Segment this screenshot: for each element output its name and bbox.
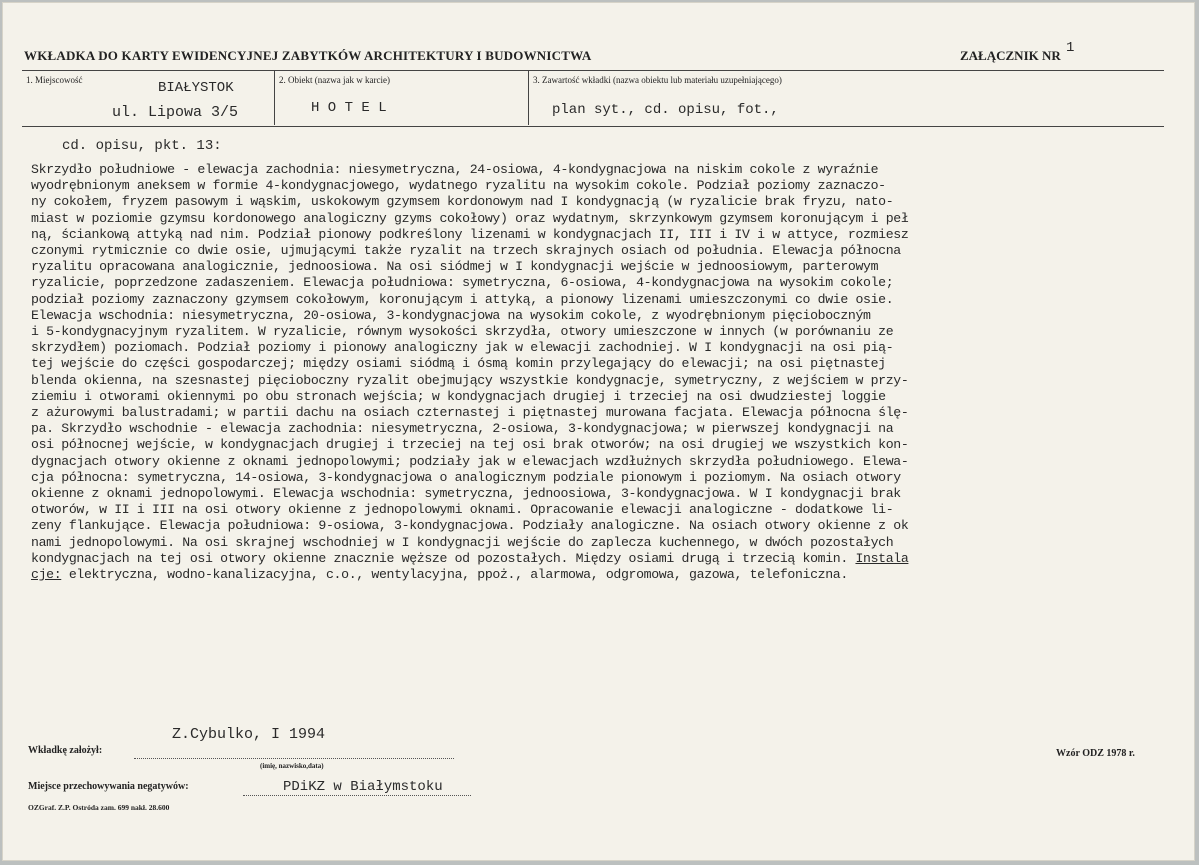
body-heading: cd. opisu, pkt. 13: — [62, 138, 222, 154]
body-line: ryzalitu opracowana analogicznie, jednoosiowa. Na osi siódmej w I kondygnacji wejście w jednoosiowym, parterowym — [31, 259, 879, 275]
installations-list: elektryczna, wodno-kanalizacyjna, c.o., wentylacyjna, ppoż., alarmowa, odgromowa, gazowa, telefoniczna. — [61, 567, 848, 583]
contents-value: plan syt., cd. opisu, fot., — [552, 102, 779, 118]
author-value: Z.Cybulko, I 1994 — [172, 726, 326, 743]
body-line: wyodrębnionym aneksem w formie 4-kondygnacjowego, wydatnego ryzalitu na wysokim cokole. Podział poziomy zaznaczo- — [31, 178, 886, 194]
attachment-number: 1 — [1066, 40, 1075, 56]
field-divider-1 — [274, 71, 275, 125]
print-info: OZGraf. Z.P. Ostróda zam. 699 nakł. 28.600 — [28, 803, 170, 812]
location-street: ul. Lipowa 3/5 — [112, 104, 239, 121]
author-label: Wkładkę założył: — [28, 745, 103, 756]
body-line: tej wejście do części gospodarczej; między osiami siódmą i ósmą komin przylegający do elewacji; na osi piętnastej — [31, 356, 886, 372]
form-header-title: WKŁADKA DO KARTY EWIDENCYJNEJ ZABYTKÓW ARCHITEKTURY I BUDOWNICTWA — [24, 48, 592, 63]
body-line: czonymi rytmicznie co dwie osie, ujmującymi także ryzalit na trzech skrajnych osiach od południa. Elewacja północna — [31, 243, 901, 259]
template-info: Wzór ODZ 1978 r. — [1056, 748, 1135, 759]
body-line: okienne z oknami jednopolowymi. Elewacja wschodnia: symetryczna, jednoosiowa, 3-kondygnacjowa. W I kondygnacji brak — [31, 486, 901, 502]
body-line: ny cokołem, fryzem pasowym i wąskim, uskokowym gzymsem kordonowym nad I kondygnacją (w ryzalicie brak fryzu, nato- — [31, 194, 894, 210]
author-hint: (imię, nazwisko,data) — [260, 762, 324, 770]
object-value: H O T E L — [311, 100, 387, 116]
storage-value: PDiKZ w Białymstoku — [283, 779, 443, 795]
body-line: z ażurowymi balustradami; w partii dachu na osiach czternastej i piętnastej murowana facjata. Elewacja północna ślę- — [31, 405, 909, 421]
location-city: BIAŁYSTOK — [158, 80, 234, 96]
body-line: ziemiu i otworami okiennymi po obu stronach wejścia; w kondygnacjach drugiej i trzeciej na osi dwudziestej loggie — [31, 388, 886, 404]
body-line-last — [31, 551, 1191, 567]
body-line: nami jednopolowymi. Na osi skrajnej wschodniej w I kondygnacji wejście do zaplecza kuchennego, w dwóch pozostałych — [31, 534, 894, 550]
attachment-label: ZAŁĄCZNIK NR — [960, 48, 1061, 63]
body-line: pa. Skrzydło wschodnie - elewacja zachodnia: niesymetryczna, 2-osiowa, 3-kondygnacjowa; w pierwszej kondygnacji na — [31, 421, 894, 437]
body-line-final — [31, 567, 1191, 583]
author-line — [134, 758, 454, 759]
body-line-last-text: kondygnacjach na tej osi otwory okienne znacznie węższe od pozostałych. Między osiami drugą i trzecią komin. — [31, 550, 856, 566]
body-line: cja północna: symetryczna, 14-osiowa, 3-kondygnacjowa o analogicznym podziale pionowym i poziomym. Na osiach otwory — [31, 469, 901, 485]
body-line: Skrzydło południowe - elewacja zachodnia: niesymetryczna, 24-osiowa, 4-kondygnacjowa na niskim cokole z wyraźnie — [31, 162, 879, 177]
header-top-rule — [22, 70, 1164, 71]
header-bottom-rule — [22, 126, 1164, 127]
body-line: otworów, w II i III na osi otwory okienne z jednopolowymi oknami. Opracowanie elewacji analogiczne - dodatkowe li- — [31, 502, 894, 518]
body-line: i 5-kondygnacyjnym ryzalitem. W ryzalicie, równym wysokości skrzydła, otwory umieszczone w innych (w porównaniu ze — [31, 324, 894, 340]
storage-label: Miejsce przechowywania negatywów: — [28, 781, 189, 792]
body-line: podział poziomy zaznaczony gzymsem cokołowym, koronującym i attyką, a pionowy lizenami umieszczonymi co dwie osie. — [31, 291, 894, 307]
storage-line — [243, 795, 471, 796]
body-line: osi północnej wejście, w kondygnacjach drugiej i trzeciej na tej osi brak otworów; na osi drugiej we wszystkich kon- — [31, 437, 909, 453]
body-line: Elewacja wschodnia: niesymetryczna, 20-osiowa, 3-kondygnacjowa na wysokim cokole, z wyodrębnionym pięcioboczným — [31, 307, 871, 323]
installations-heading-part2: cje: — [31, 567, 62, 583]
body-line: dygnacjach otwory okienne z oknami jednopolowymi; podziały jak w elewacjach wzdłużnych skrzydła południowego. Elewa- — [31, 453, 909, 469]
contents-label: 3. Zawartość wkładki (nazwa obiektu lub materiału uzupełniającego) — [533, 75, 782, 85]
object-label: 2. Obiekt (nazwa jak w karcie) — [279, 75, 390, 85]
body-line: blenda okienna, na szesnastej pięcioboczny ryzalit obejmujący wszystkie kondygnacje, symetryczny, z wejściem w przy- — [31, 372, 909, 388]
body-line: ryzalicie, poprzedzone zadaszeniem. Elewacja południowa: symetryczna, 6-osiowa, 4-kondygnacjowa na wysokim cokole; — [31, 275, 894, 291]
location-label: 1. Miejscowość — [26, 75, 83, 85]
body-line: skrzydłem) poziomach. Podział poziomy i pionowy analogiczny jak w elewacji zachodniej. W I kondygnacji na osi pią- — [31, 340, 894, 356]
body-line: ną, ściankową attyką nad nim. Podział pionowy podkreślony lizenami w kondygnacjach II, III i IV i w attyce, rozmiesz — [31, 226, 909, 242]
body-line: zeny flankujące. Elewacja południowa: 9-osiowa, 3-kondygnacjowa. Podziały analogiczne. Na osiach otwory okienne z ok — [31, 518, 909, 534]
installations-heading-part1: Instala — [855, 550, 909, 566]
field-divider-2 — [528, 71, 529, 125]
body-line: miast w poziomie gzymsu kordonowego analogiczny gzyms cokołowy) oraz wydatnym, skrzynkowym gzymsem koronującym i peł — [31, 210, 909, 226]
description-body — [31, 162, 1191, 583]
